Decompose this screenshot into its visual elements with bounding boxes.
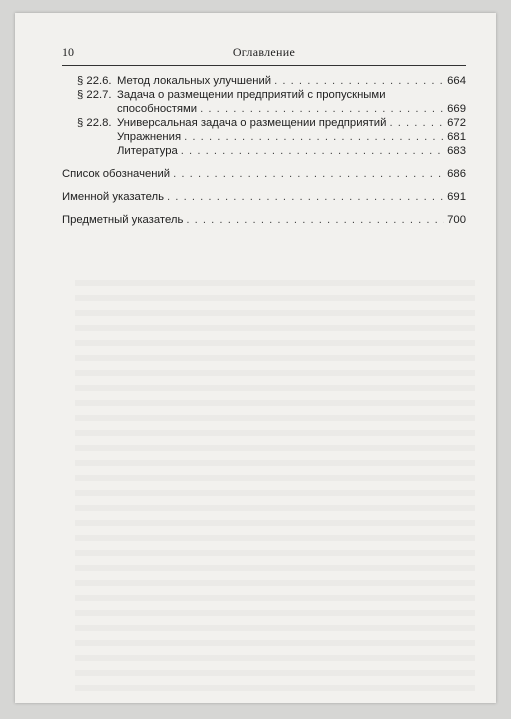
bleed-through-texture <box>75 271 475 691</box>
toc-entry <box>62 167 466 181</box>
toc-entry <box>62 144 466 158</box>
entry-page: 686 <box>447 168 466 180</box>
dot-leader <box>274 74 444 88</box>
entry-page: 672 <box>447 117 466 129</box>
toc-entry <box>62 130 466 144</box>
table-of-contents <box>62 74 466 227</box>
entry-title: Литература <box>117 145 178 157</box>
page-header <box>62 43 466 66</box>
section-number: § 22.8. <box>77 117 112 129</box>
section-number: § 22.7. <box>77 89 112 101</box>
dot-leader <box>186 213 444 227</box>
dot-leader <box>173 167 444 181</box>
entry-page: 700 <box>447 214 466 226</box>
entry-title: Список обозначений <box>62 168 171 180</box>
entry-page: 681 <box>447 131 466 143</box>
running-title: Оглавление <box>232 45 296 59</box>
section-number: § 22.6. <box>77 75 112 87</box>
book-page <box>15 13 496 703</box>
entry-page: 691 <box>447 191 466 203</box>
dot-leader <box>181 144 444 158</box>
entry-title: Универсальная задача о размещении предприятий <box>117 117 387 129</box>
entry-page: 669 <box>447 103 466 115</box>
dot-leader <box>167 190 444 204</box>
toc-entry <box>62 190 466 204</box>
entry-title: Метод локальных улучшений <box>117 75 272 87</box>
toc-entry <box>62 88 466 116</box>
entry-title: Предметный указатель <box>62 214 184 226</box>
entry-title: Именной указатель <box>62 191 165 203</box>
dot-leader <box>200 102 444 116</box>
dot-leader <box>389 116 444 130</box>
entry-title: Упражнения <box>117 131 182 143</box>
page-number: 10 <box>62 45 74 59</box>
entry-title-line-2: способностями <box>117 103 198 115</box>
entry-title-line-1: Задача о размещении предприятий с пропускными <box>117 89 386 101</box>
entry-page: 683 <box>447 145 466 157</box>
toc-entry <box>62 213 466 227</box>
toc-entry <box>62 74 466 88</box>
dot-leader <box>184 130 444 144</box>
entry-page: 664 <box>447 75 466 87</box>
toc-entry <box>62 116 466 130</box>
